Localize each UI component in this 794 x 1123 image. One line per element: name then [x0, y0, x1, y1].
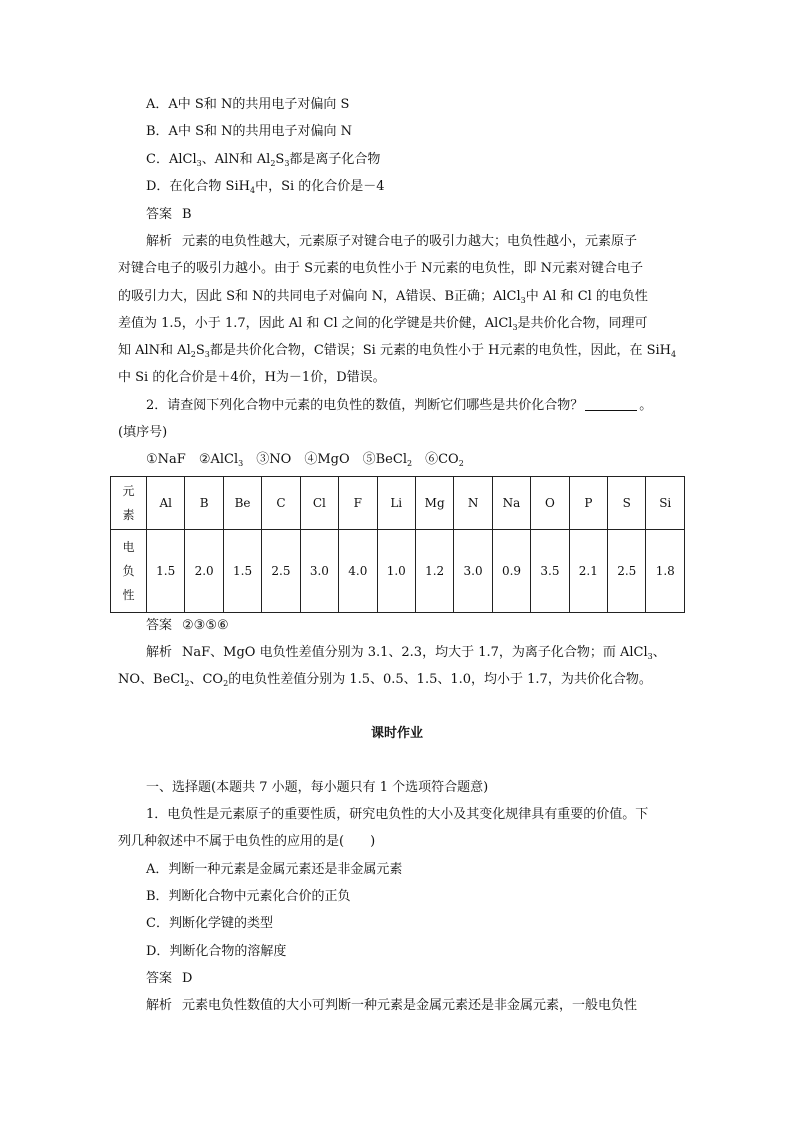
- table-cell: 2.1: [569, 530, 607, 613]
- q1-stem-line-2: 列几种叙述中不属于电负性的应用的是( ): [118, 834, 376, 849]
- q1-option-a: A．判断一种元素是金属元素还是非金属元素: [146, 862, 403, 877]
- answer-line: [146, 205, 192, 225]
- answer-label: 答案: [146, 971, 173, 986]
- table-cell: 1.5: [147, 530, 185, 613]
- table-cell: B: [185, 477, 223, 530]
- option-d: D．在化合物 SiH$_4$中，Si 的化合价是－4: [146, 179, 385, 195]
- table-cell: Be: [223, 477, 261, 530]
- answer-value: B: [182, 207, 192, 222]
- analysis-label: 解析: [146, 998, 173, 1013]
- q1-analysis-line-1: 解析 元素电负性数值的大小可判断一种元素是金属元素还是非金属元素，一般电负性: [146, 998, 638, 1013]
- table-cell: Mg: [415, 477, 453, 530]
- analysis-label: 解析: [146, 645, 173, 660]
- row-header-element: 元 素: [111, 477, 147, 530]
- analysis-line-4: 差值为 1.5，小于 1.7，因此 Al 和 Cl 之间的化学键是共价健，AlCl$_3$是共价化合物，同理可: [118, 316, 648, 332]
- q2-stem-line-1: 2．请查阅下列化合物中元素的电负性的数值，判断它们哪些是共价化合物？ 。: [146, 398, 653, 413]
- q2-answer-line: [146, 616, 229, 636]
- table-cell: Si: [646, 477, 685, 530]
- q2-analysis-line-2: NO、BeCl$_2$、$CO_2$的电负性差值分别为 1.5、0.5、1.5、1.0，均小于 1.7，为共价化合物。: [118, 672, 652, 688]
- analysis-line-1: 解析 元素的电负性越大，元素原子对键合电子的吸引力越大；电负性越小，元素原子: [146, 234, 638, 249]
- table-cell: C: [262, 477, 300, 530]
- q1-answer-line: [146, 969, 192, 989]
- table-cell: F: [339, 477, 377, 530]
- analysis-label: 解析: [146, 234, 173, 249]
- section-title: 课时作业: [370, 726, 423, 741]
- q1-stem-line-1: 1．电负性是元素原子的重要性质，研究电负性的大小及其变化规律具有重要的价值。下: [146, 807, 649, 822]
- table-cell: 1.5: [223, 530, 261, 613]
- answer-blank[interactable]: [585, 398, 637, 411]
- row-header-electronegativity: 电 负 性: [111, 530, 147, 613]
- table-cell: 2.5: [608, 530, 646, 613]
- table-cell: S: [608, 477, 646, 530]
- table-cell: 2.0: [185, 530, 223, 613]
- answer-value: D: [182, 971, 193, 986]
- analysis-line-3: 的吸引力大，因此 S和 N的共同电子对偏向 N，A错误、B正确；AlCl$_3$中 Al 和 Cl 的电负性: [118, 289, 648, 305]
- electronegativity-table: [110, 476, 685, 613]
- q2-analysis-line-1: 解析 NaF、MgO 电负性差值分别为 3.1、2.3，均大于 1.7，为离子化合物；而 AlCl$_3$、: [146, 645, 666, 661]
- answer-label: 答案: [146, 618, 173, 633]
- q2-compound-list: ①NaF ②AlCl$_3$ ③NO ④MgO ⑤BeCl$_2$ $⑥CO_2$: [146, 452, 464, 468]
- q1-option-d: D．判断化合物的溶解度: [146, 944, 287, 959]
- table-cell: Al: [147, 477, 185, 530]
- table-cell: 0.9: [492, 530, 530, 613]
- table-cell: 2.5: [262, 530, 300, 613]
- option-b: B．A中 S和 N的共用电子对偏向 N: [146, 124, 352, 139]
- q1-option-c: C．判断化学键的类型: [146, 916, 273, 931]
- option-a: A．A中 S和 N的共用电子对偏向 S: [146, 97, 350, 112]
- table-cell: N: [454, 477, 492, 530]
- part1-heading: 一、选择题(本题共 7 小题，每小题只有 1 个选项符合题意): [146, 780, 489, 795]
- table-cell: 3.5: [531, 530, 569, 613]
- table-cell: 3.0: [454, 530, 492, 613]
- analysis-line-6: 中 Si 的化合价是＋4价，H为－1价，D错误。: [118, 370, 386, 385]
- table-cell: 1.8: [646, 530, 685, 613]
- option-c: C．AlCl$_3$、AlN和 $Al_2S_3$都是离子化合物: [146, 152, 381, 168]
- table-cell: 1.0: [377, 530, 415, 613]
- q1-option-b: B．判断化合物中元素化合价的正负: [146, 889, 351, 904]
- table-row-values: [111, 530, 685, 613]
- table-cell: Na: [492, 477, 530, 530]
- table-cell: Cl: [300, 477, 338, 530]
- table-cell: 1.2: [415, 530, 453, 613]
- table-cell: P: [569, 477, 607, 530]
- table-row-elements: [111, 477, 685, 530]
- q2-stem-line-2: (填序号): [118, 425, 168, 440]
- answer-label: 答案: [146, 207, 173, 222]
- table-cell: O: [531, 477, 569, 530]
- table-cell: 4.0: [339, 530, 377, 613]
- table-cell: 3.0: [300, 530, 338, 613]
- analysis-line-2: 对键合电子的吸引力越小。由于 S元素的电负性小于 N元素的电负性，即 N元素对键合电子: [118, 261, 644, 276]
- table-cell: Li: [377, 477, 415, 530]
- analysis-line-5: 知 AlN和 $Al_2S_3$都是共价化合物，C错误；Si 元素的电负性小于 H元素的电负性，因此，在 SiH$_4$: [118, 343, 677, 359]
- answer-value: ②③⑤⑥: [182, 618, 229, 633]
